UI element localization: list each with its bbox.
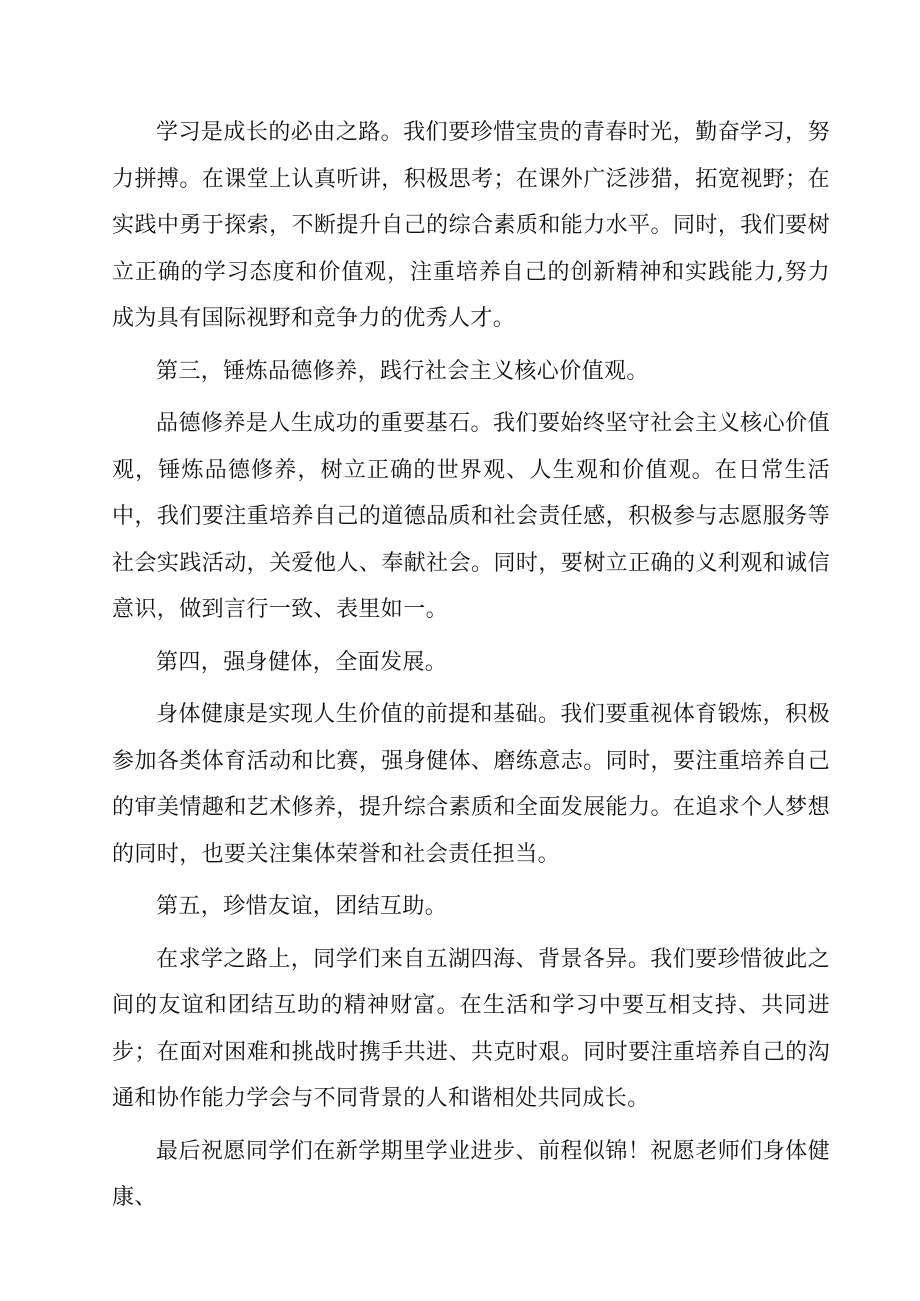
paragraph-study: 学习是成长的必由之路。我们要珍惜宝贵的青春时光，勤奋学习，努力拼搏。在课堂上认真听讲，积极思考；在课外广泛涉猎，拓宽视野；在实践中勇于探索，不断提升自己的综合素质和能力水平。同时，我们要树立正确的学习态度和价值观，注重培养自己的创新精神和实践能力,努力成为具有国际视野和竞争力的优秀人才。 xyxy=(112,120,830,331)
heading-third-point: 第三，锤炼品德修养，践行社会主义核心价值观。 xyxy=(156,358,649,384)
paragraph-closing-wishes: 最后祝愿同学们在新学期里学业进步、前程似锦！祝愿老师们身体健康、 xyxy=(112,1138,830,1210)
paragraph-health: 身体健康是实现人生价值的前提和基础。我们要重视体育锻炼，积极参加各类体育活动和比赛，强身健体、磨练意志。同时，要注重培养自己的审美情趣和艺术修养，提升综合素质和全面发展能力。在追求个人梦想的同时，也要关注集体荣誉和社会责任担当。 xyxy=(112,702,830,867)
heading-fifth-point: 第五，珍惜友谊，团结互助。 xyxy=(156,894,448,919)
paragraph-morality: 品德修养是人生成功的重要基石。我们要始终坚守社会主义核心价值观，锤炼品德修养，树立正确的世界观、人生观和价值观。在日常生活中，我们要注重培养自己的道德品质和社会责任感，积极参与志愿服务等社会实践活动，关爱他人、奉献社会。同时，要树立正确的义利观和诚信意识，做到言行一致、表里如一。 xyxy=(112,411,830,622)
heading-fourth-point: 第四，强身健体，全面发展。 xyxy=(156,649,448,675)
paragraph-friendship: 在求学之路上，同学们来自五湖四海、背景各异。我们要珍惜彼此之间的友谊和团结互助的精神财富。在生活和学习中要互相支持、共同进步；在面对困难和挑战时携手共进、共克时艰。同时要注重培养自己的沟通和协作能力学会与不同背景的人和谐相处共同成长。 xyxy=(112,946,830,1111)
document-body xyxy=(112,110,830,1228)
